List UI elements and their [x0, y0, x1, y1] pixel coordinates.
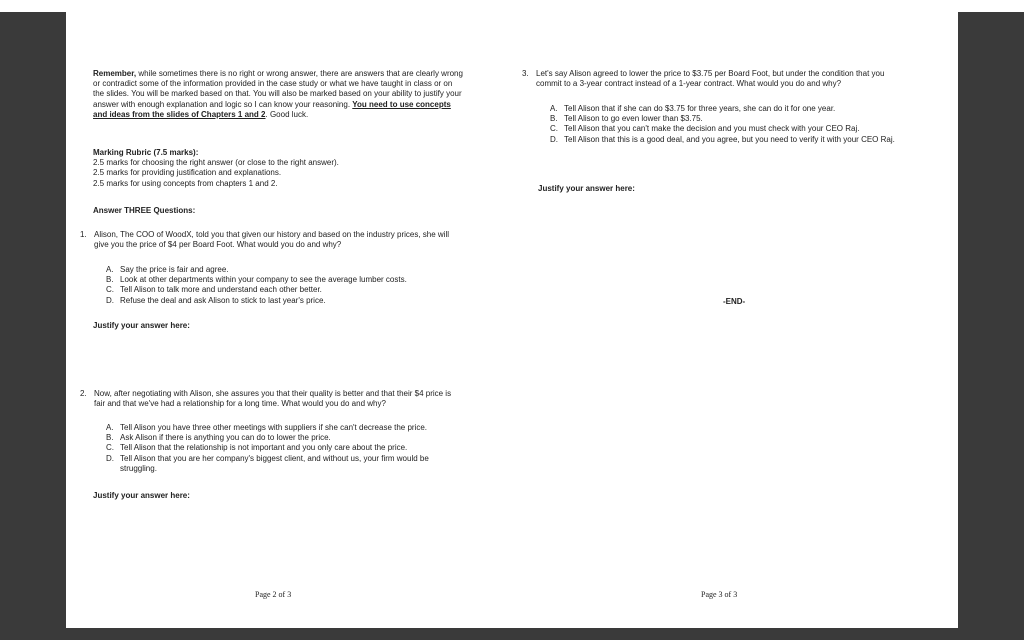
option-letter: D.: [550, 134, 558, 144]
option-item: [550, 135, 900, 145]
option-item: [106, 296, 466, 306]
option-text: Refuse the deal and ask Alison to stick to last year's price.: [120, 295, 326, 305]
option-item: [106, 265, 466, 275]
option-item: [550, 104, 900, 114]
rubric-line: 2.5 marks for providing justification and explanations.: [93, 168, 282, 178]
option-item: [106, 423, 466, 433]
question-number: 3.: [522, 69, 529, 78]
question-2: [80, 389, 460, 409]
option-letter: C.: [106, 443, 114, 453]
option-item: [106, 443, 466, 453]
option-text: Tell Alison that you are her company's biggest client, and without us, your firm would be struggling.: [120, 453, 429, 473]
question-text: Alison, The COO of WoodX, told you that given our history and based on the industry prices, she will give you the price of $4 per Board Foot. What would you do and why?: [94, 230, 450, 250]
intro-emphasis: You need to use concepts and ideas from the slides of Chapters 1 and 2: [93, 99, 451, 119]
option-letter: A.: [106, 423, 114, 432]
option-text: Tell Alison that this is a good deal, and you agree, but you need to verify it with your CEO Raj.: [564, 134, 895, 144]
option-item: [106, 285, 466, 295]
option-letter: D.: [106, 453, 114, 463]
option-item: [106, 275, 466, 285]
question-2-options: [106, 423, 466, 474]
question-3: [522, 69, 902, 89]
question-number: 2.: [80, 389, 87, 398]
page-footer: Page 2 of 3: [255, 590, 292, 599]
intro-paragraph: [93, 69, 463, 120]
rubric-line: 2.5 marks for choosing the right answer (or close to the right answer).: [93, 158, 339, 168]
option-text: Tell Alison that the relationship is not important and you only care about the price.: [120, 443, 408, 453]
justify-label: Justify your answer here:: [93, 491, 190, 500]
justify-label: Justify your answer here:: [93, 321, 190, 330]
option-item: [550, 114, 900, 124]
option-letter: A.: [106, 265, 114, 274]
page-2: [66, 12, 512, 628]
option-text: Tell Alison to talk more and understand each other better.: [120, 285, 322, 295]
intro-lead: Remember,: [93, 69, 137, 78]
option-letter: B.: [106, 433, 114, 443]
rubric-title: Marking Rubric (7.5 marks):: [93, 148, 199, 157]
page-3: [512, 12, 958, 628]
end-marker: -END-: [723, 297, 746, 306]
document-viewer: [66, 12, 958, 628]
option-letter: C.: [550, 124, 558, 134]
page-footer: Page 3 of 3: [701, 590, 738, 599]
intro-tail: . Good luck.: [265, 109, 309, 119]
instruction-heading: Answer THREE Questions:: [93, 206, 196, 215]
option-letter: B.: [550, 114, 558, 124]
question-text: Now, after negotiating with Alison, she assures you that their quality is better and that their $4 price is fair and that we've had a relationship for a long time. What would you do and why?: [94, 389, 452, 409]
option-text: Tell Alison that if she can do $3.75 for three years, she can do it for one year.: [564, 104, 836, 113]
option-letter: D.: [106, 295, 114, 305]
option-text: Say the price is fair and agree.: [120, 265, 229, 274]
marking-rubric: [93, 148, 463, 189]
option-text: Tell Alison that you can't make the decision and you must check with your CEO Raj.: [564, 124, 860, 134]
question-3-options: [550, 104, 900, 145]
option-text: Tell Alison to go even lower than $3.75.: [564, 114, 703, 124]
intro-text: while sometimes there is no right or wrong answer, there are answers that are clearly wrong or contradict some of the information provided in the case study or what we have taught in class or on the slides. You will be marked based on that. You will also be marked based on your ability to justify your answer with enough explanation and logic so I can know your reasoning.: [93, 69, 463, 109]
option-item: [550, 124, 900, 134]
question-number: 1.: [80, 230, 87, 239]
question-1-options: [106, 265, 466, 306]
option-letter: C.: [106, 285, 114, 295]
option-text: Ask Alison if there is anything you can do to lower the price.: [120, 433, 331, 443]
option-letter: B.: [106, 275, 114, 285]
option-letter: A.: [550, 104, 558, 113]
question-text: Let's say Alison agreed to lower the price to $3.75 per Board Foot, but under the condition that you commit to a 3-year contract instead of a 1-year contract. What would you do and why?: [536, 69, 885, 89]
viewer-top-bar: [0, 0, 1024, 12]
option-item: [106, 454, 466, 474]
option-text: Tell Alison you have three other meetings with suppliers if she can't decrease the price.: [120, 423, 428, 432]
option-item: [106, 433, 466, 443]
justify-label: Justify your answer here:: [538, 184, 635, 193]
rubric-line: 2.5 marks for using concepts from chapters 1 and 2.: [93, 178, 278, 188]
option-text: Look at other departments within your company to see the average lumber costs.: [120, 275, 407, 285]
question-1: [80, 230, 460, 250]
